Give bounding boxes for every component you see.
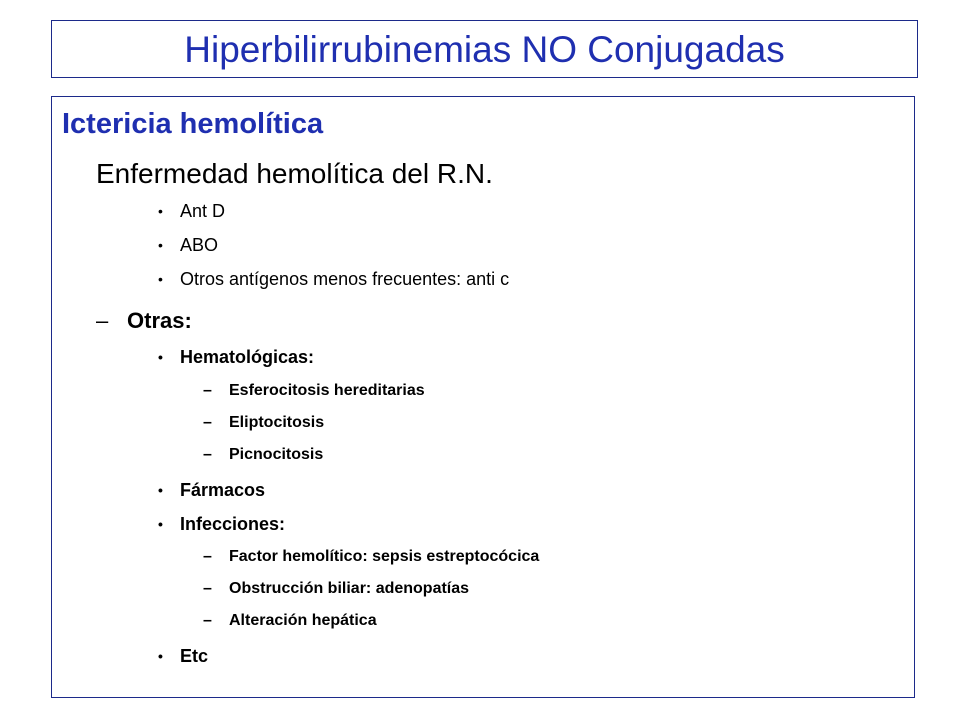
dash-icon: – bbox=[203, 580, 212, 597]
list-item-text: Otras: bbox=[127, 308, 192, 333]
bullet-icon: • bbox=[158, 648, 163, 664]
bullet-icon: • bbox=[158, 482, 163, 498]
list-item-text: Alteración hepática bbox=[229, 612, 377, 629]
list-item-text: Factor hemolítico: sepsis estreptocócica bbox=[229, 548, 540, 565]
list-item-text: Hematológicas: bbox=[180, 347, 315, 367]
bullet-icon: • bbox=[158, 349, 163, 365]
list-item-infecciones bbox=[158, 515, 285, 533]
list-item-eliptocitosis bbox=[203, 415, 324, 431]
list-item-abo bbox=[158, 236, 218, 254]
list-item-alteracion-hepatica bbox=[203, 613, 377, 629]
list-item-text: Picnocitosis bbox=[229, 446, 324, 463]
list-item-ant-d bbox=[158, 202, 225, 220]
list-item-esferocitosis bbox=[203, 383, 425, 399]
dash-icon: – bbox=[203, 382, 212, 399]
list-item-obstruccion-biliar bbox=[203, 581, 469, 597]
dash-icon: – bbox=[203, 612, 212, 629]
content-box bbox=[51, 96, 915, 698]
dash-icon: – bbox=[203, 446, 212, 463]
list-item-text: Ant D bbox=[180, 201, 226, 221]
title-box bbox=[51, 20, 918, 78]
list-item-text: Fármacos bbox=[180, 480, 266, 500]
dash-icon: – bbox=[96, 308, 109, 333]
bullet-icon: • bbox=[158, 203, 163, 219]
dash-icon: – bbox=[203, 414, 212, 431]
list-item-text: ABO bbox=[180, 235, 219, 255]
subheading-enfermedad: Enfermedad hemolítica del R.N. bbox=[96, 158, 493, 189]
dash-icon: – bbox=[203, 548, 212, 565]
list-item-text: Esferocitosis hereditarias bbox=[229, 382, 425, 399]
list-item-hematologicas bbox=[158, 348, 314, 366]
list-item-text: Obstrucción biliar: adenopatías bbox=[229, 580, 470, 597]
bullet-icon: • bbox=[158, 271, 163, 287]
list-item-etc bbox=[158, 647, 208, 665]
list-item-farmacos bbox=[158, 481, 265, 499]
list-item-text: Infecciones: bbox=[180, 514, 286, 534]
slide-title: Hiperbilirrubinemias NO Conjugadas bbox=[184, 28, 785, 70]
bullet-icon: • bbox=[158, 516, 163, 532]
list-item-text: Otros antígenos menos frecuentes: anti c bbox=[180, 269, 510, 289]
list-item-otras bbox=[96, 310, 192, 332]
heading-ictericia: Ictericia hemolítica bbox=[62, 108, 324, 140]
list-item-text: Eliptocitosis bbox=[229, 414, 325, 431]
list-item-picnocitosis bbox=[203, 447, 323, 463]
list-item-text: Etc bbox=[180, 646, 209, 666]
list-item-factor-hemolitico bbox=[203, 549, 539, 565]
bullet-icon: • bbox=[158, 237, 163, 253]
list-item-otros-antigenos bbox=[158, 270, 509, 288]
